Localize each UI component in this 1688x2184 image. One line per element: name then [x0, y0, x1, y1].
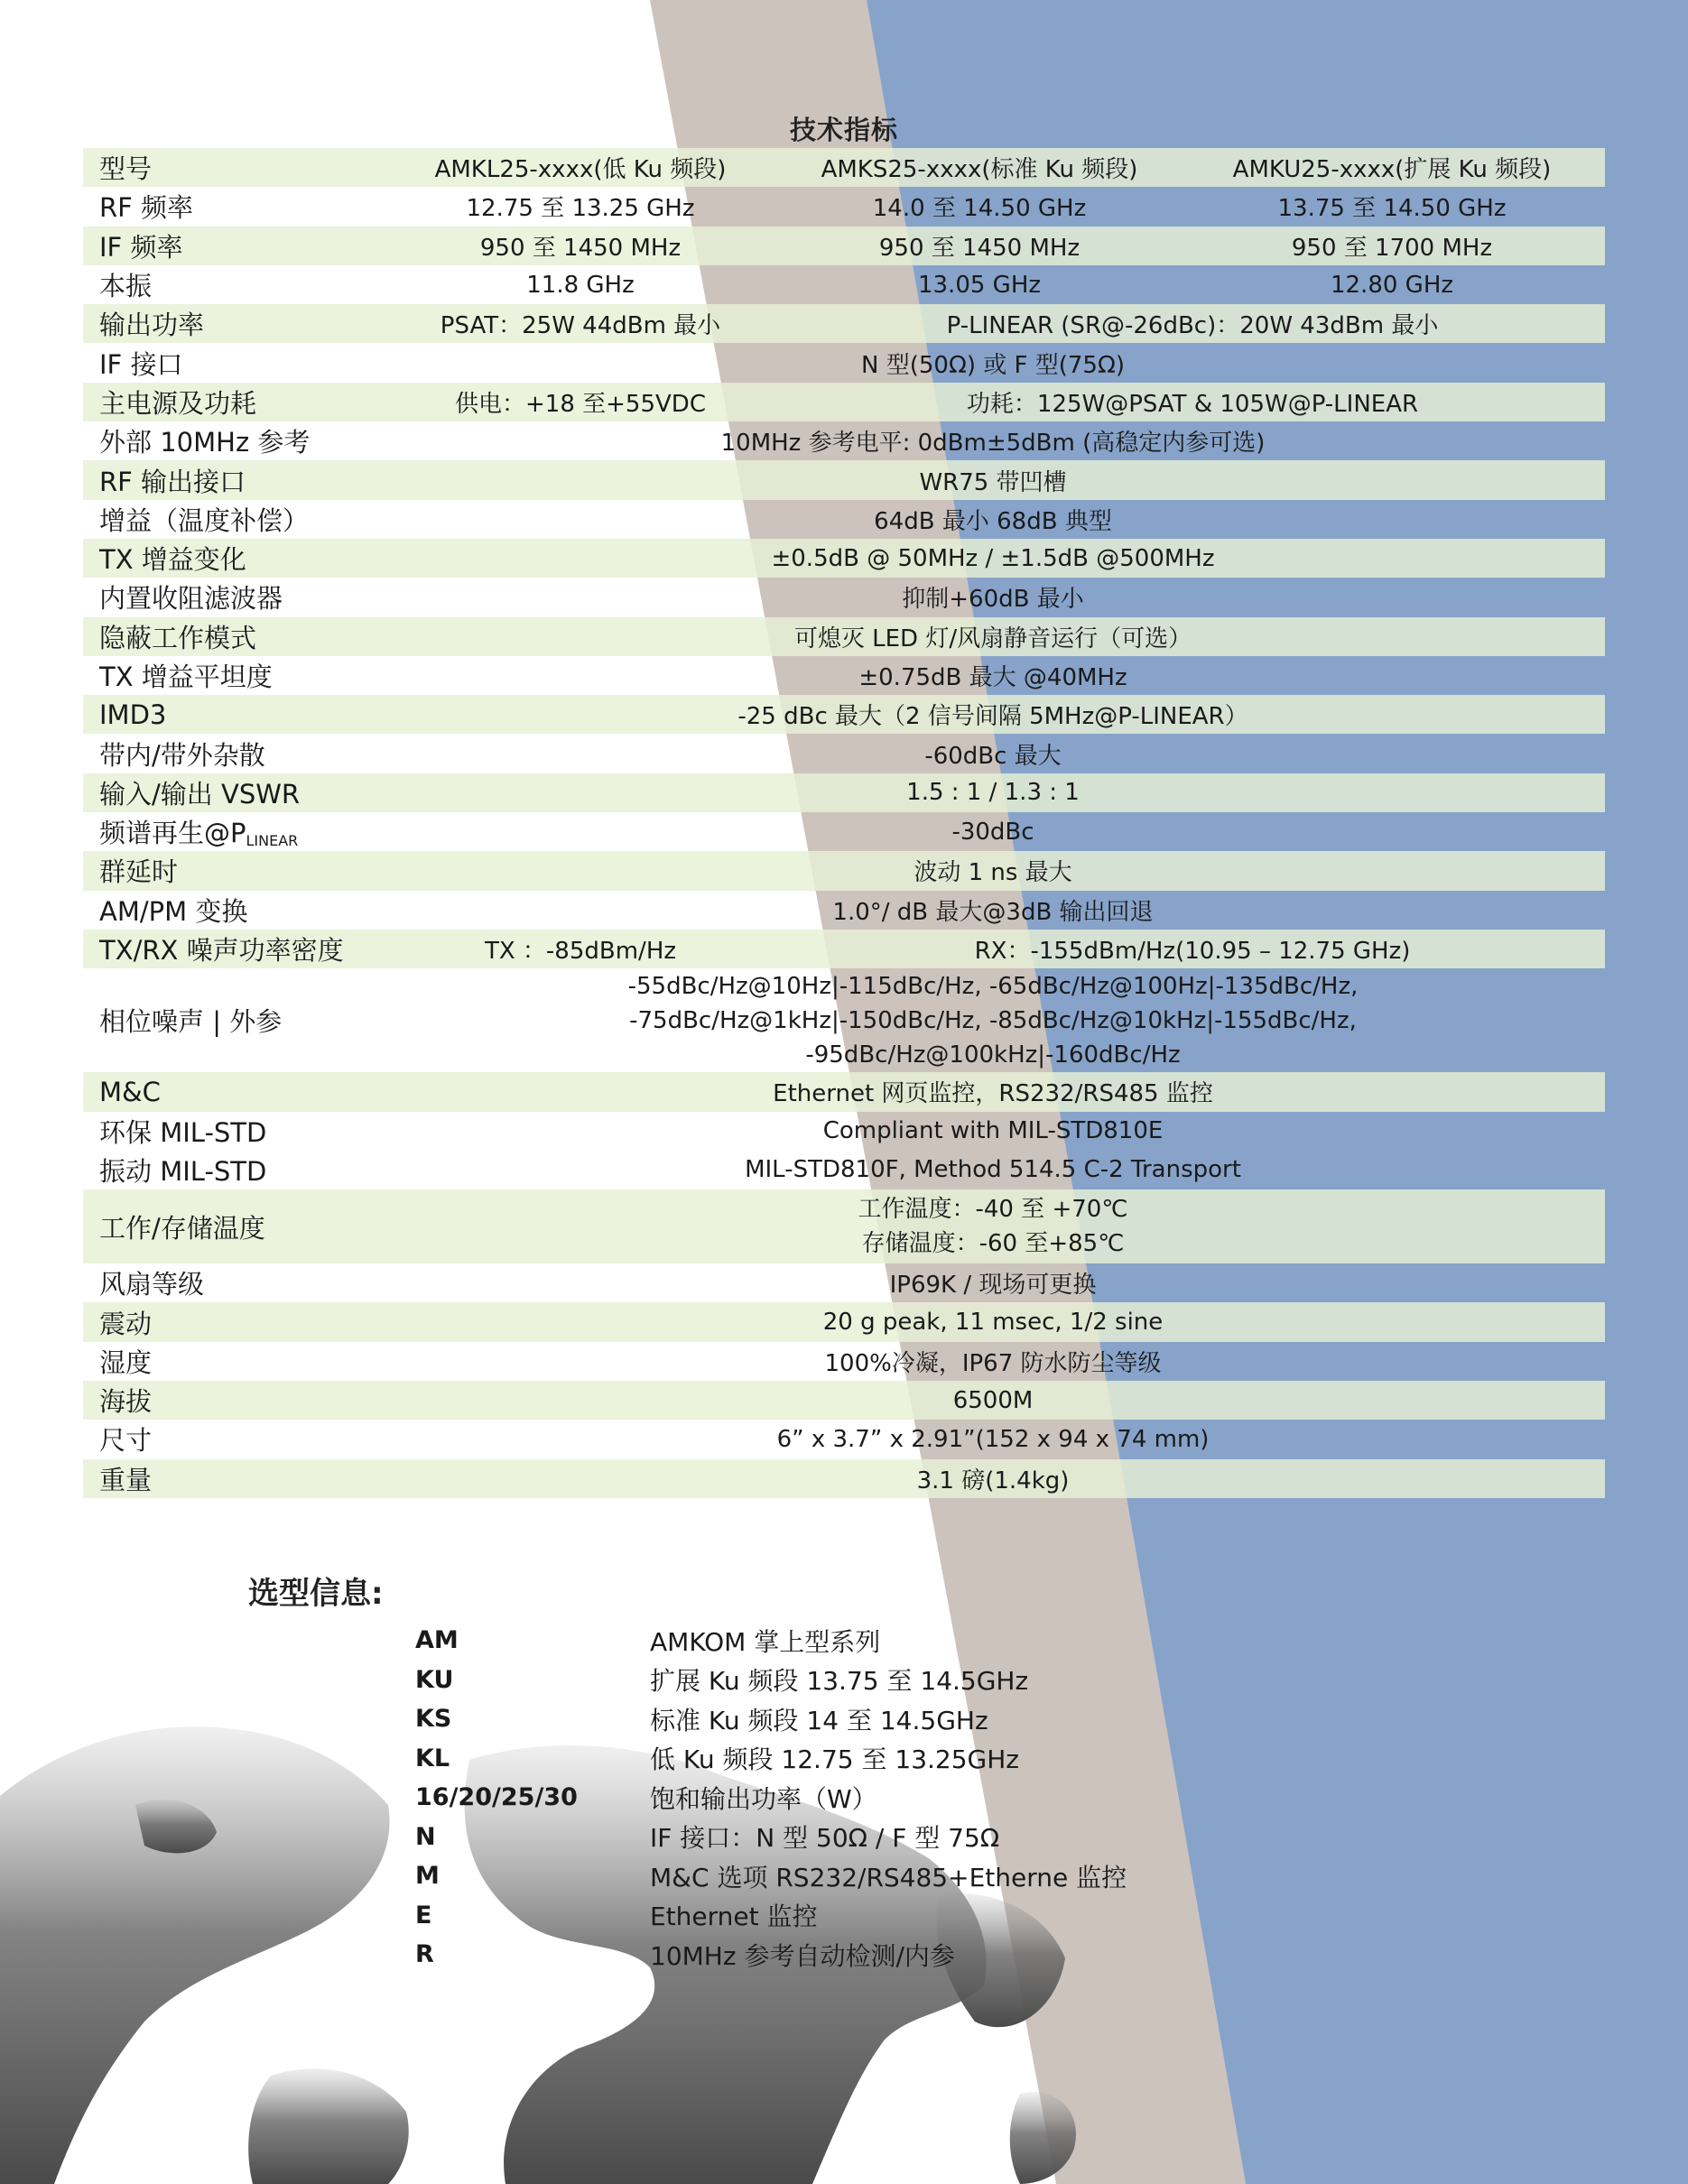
row-label: 重量 [83, 1459, 381, 1498]
page-title: 技术指标 [789, 115, 898, 145]
list-item [415, 1896, 1127, 1936]
cell-value: 供电：+18 至+55VDC [381, 383, 780, 421]
table-row-tx-gain-var [83, 539, 1605, 578]
spec-table [83, 148, 1605, 1498]
cell-value: P-LINEAR (SR@-26dBc)：20W 43dBm 最小 [780, 304, 1605, 343]
cell-value: 13.05 GHz [917, 271, 1042, 299]
row-label: 海拔 [83, 1381, 381, 1420]
cell-value [381, 968, 1605, 1072]
row-label: 本振 [99, 271, 153, 302]
list-item [415, 1856, 1127, 1896]
cell-value: ±0.5dB @ 50MHz / ±1.5dB @500MHz [381, 539, 1605, 578]
list-item [415, 1621, 1127, 1661]
cell-value: 波动 1 ns 最大 [381, 851, 1605, 890]
row-label: 带内/带外杂散 [99, 739, 265, 771]
row-label: 内置收阻滤波器 [99, 583, 283, 615]
table-row-shock [83, 1302, 1605, 1341]
list-item [415, 1778, 1127, 1818]
cell-value: -30dBc [951, 818, 1034, 846]
cell-value: 1.0°/ dB 最大@3dB 输出回退 [832, 898, 1154, 926]
table-row-altitude [83, 1381, 1605, 1420]
table-row-imd3 [83, 695, 1605, 734]
cell-value: TX ：-85dBm/Hz [381, 930, 780, 968]
cell-value: 可熄灭 LED 灯/风扇静音运行（可选） [381, 617, 1605, 656]
row-label: 型号 [83, 148, 381, 187]
cell-value: 100%冷凝，IP67 防水防尘等级 [824, 1349, 1162, 1377]
cell-value: 20 g peak, 11 msec, 1/2 sine [381, 1302, 1605, 1341]
cell-value: RX：-155dBm/Hz(10.95 – 12.75 GHz) [780, 930, 1605, 968]
row-label: 尺寸 [99, 1425, 153, 1457]
row-label: RF 频率 [99, 192, 194, 224]
model-low-ku: AMKL25-xxxx(低 Ku 频段) [381, 148, 780, 187]
row-label: 相位噪声 | 外参 [99, 1006, 283, 1038]
option-code: KU [415, 1665, 454, 1694]
table-row-if-freq [83, 227, 1605, 265]
table-row-vswr [83, 773, 1605, 812]
row-label: TX/RX 噪声功率密度 [83, 930, 381, 968]
selection-list [415, 1621, 1127, 1975]
option-code: N [415, 1822, 436, 1851]
row-label: 群延时 [83, 851, 381, 890]
table-row-model [83, 148, 1605, 187]
table-row-gain [83, 500, 1605, 539]
selection-title: 选型信息: [248, 1576, 384, 1612]
table-row-humidity [83, 1342, 1605, 1381]
cell-value: 3.1 磅(1.4kg) [381, 1459, 1605, 1498]
row-label: 增益（温度补偿） [99, 504, 310, 536]
cell-value: 抑制+60dB 最小 [902, 586, 1084, 614]
row-label: AM/PM 变换 [99, 895, 248, 927]
option-code: KS [415, 1705, 452, 1734]
table-row-fan [83, 1263, 1605, 1302]
table-row-temp [83, 1189, 1605, 1263]
cell-value: 950 至 1700 MHz [1179, 227, 1605, 265]
list-item [415, 1818, 1127, 1857]
option-desc: Ethernet 监控 [650, 1902, 818, 1932]
row-label: RF 输出接口 [83, 460, 381, 499]
cell-value: -60dBc 最大 [924, 742, 1062, 770]
table-row-ext-ref [83, 421, 1605, 460]
option-desc: M&C 选项 RS232/RS485+Etherne 监控 [650, 1862, 1127, 1892]
table-row-rf-out [83, 460, 1605, 499]
table-row-ampm [83, 891, 1605, 930]
table-row-rf-freq [83, 187, 1605, 226]
table-row-env [83, 1112, 1605, 1151]
cell-value: -25 dBc 最大（2 信号间隔 5MHz@P-LINEAR） [381, 695, 1605, 734]
cell-value: 1.5 : 1 / 1.3 : 1 [381, 773, 1605, 812]
option-desc: 低 Ku 频段 12.75 至 13.25GHz [650, 1744, 1019, 1775]
phase-noise-line: -55dBc/Hz@10Hz|-115dBc/Hz, -65dBc/Hz@100Hz|-135dBc/Hz, [627, 972, 1359, 1000]
temp-line: 工作温度：-40 至 +70℃ [858, 1196, 1128, 1224]
table-row-phase-noise [83, 968, 1605, 1072]
option-desc: 扩展 Ku 频段 13.75 至 14.5GHz [650, 1666, 1029, 1697]
cell-value: 950 至 1450 MHz [381, 227, 780, 265]
row-label [83, 812, 381, 851]
cell-value: ±0.75dB 最大 @40MHz [858, 664, 1127, 691]
row-label: 外部 10MHz 参考 [99, 427, 311, 458]
table-row-flatness [83, 656, 1605, 695]
row-label: IF 接口 [99, 348, 183, 380]
option-desc: 标准 Ku 频段 14 至 14.5GHz [650, 1705, 988, 1735]
cell-value: 13.75 至 14.50 GHz [1277, 195, 1507, 223]
table-row-output-power [83, 304, 1605, 343]
table-row-vibration [83, 1151, 1605, 1189]
option-code: KL [415, 1744, 450, 1772]
table-row-size [83, 1420, 1605, 1458]
cell-value: 12.80 GHz [1330, 271, 1454, 299]
option-desc: AMKOM 掌上型系列 [650, 1626, 881, 1657]
table-row-rx-filter [83, 578, 1605, 616]
cell-value: WR75 带凹槽 [381, 460, 1605, 499]
cell-value: 12.75 至 13.25 GHz [466, 195, 695, 223]
option-code: M [415, 1862, 440, 1891]
option-code: E [415, 1901, 432, 1930]
cell-value [381, 1189, 1605, 1263]
row-label: 环保 MIL-STD [99, 1116, 267, 1148]
option-code: R [415, 1940, 434, 1969]
phase-noise-line: -75dBc/Hz@1kHz|-150dBc/Hz, -85dBc/Hz@10kHz|-155dBc/Hz, [629, 1006, 1357, 1034]
cell-value: 10MHz 参考电平: 0dBm±5dBm (高稳定内参可选) [720, 430, 1266, 458]
table-row-spurious [83, 734, 1605, 773]
list-item [415, 1699, 1127, 1739]
label-subscript: LINEAR [246, 832, 299, 850]
option-desc: 10MHz 参考自动检测/内参 [650, 1940, 955, 1971]
label-main: 频谱再生@P [99, 818, 246, 849]
model-std-ku: AMKS25-xxxx(标准 Ku 频段) [780, 148, 1179, 187]
phase-noise-line: -95dBc/Hz@100kHz|-160dBc/Hz [805, 1041, 1181, 1069]
cell-value: 11.8 GHz [526, 271, 635, 299]
row-label: 工作/存储温度 [83, 1189, 381, 1263]
row-label: IF 频率 [83, 227, 381, 265]
cell-value: 14.0 至 14.50 GHz [872, 195, 1087, 223]
table-row-noise-density [83, 930, 1605, 968]
option-code: AM [415, 1626, 459, 1655]
row-label: 振动 MIL-STD [99, 1155, 267, 1187]
row-label: 主电源及功耗 [83, 383, 381, 421]
cell-value: Compliant with MIL-STD810E [822, 1117, 1164, 1145]
row-label: TX 增益平坦度 [99, 662, 273, 692]
option-desc: IF 接口：N 型 50Ω / F 型 75Ω [650, 1823, 1000, 1854]
row-label: IMD3 [83, 695, 381, 734]
table-row-mc [83, 1072, 1605, 1111]
list-item [415, 1935, 1127, 1975]
row-label: 风扇等级 [99, 1269, 205, 1300]
cell-value: 功耗：125W@PSAT & 105W@P-LINEAR [780, 383, 1605, 421]
temp-line: 存储温度：-60 至+85℃ [861, 1230, 1125, 1258]
cell-value: MIL-STD810F, Method 514.5 C-2 Transport [745, 1156, 1241, 1184]
row-label: TX 增益变化 [83, 539, 381, 578]
table-row-weight [83, 1459, 1605, 1498]
table-row-power [83, 383, 1605, 421]
cell-value: 64dB 最小 68dB 典型 [874, 507, 1112, 535]
row-label: 输入/输出 VSWR [83, 773, 381, 812]
cell-value: N 型(50Ω) 或 F 型(75Ω) [861, 351, 1125, 379]
cell-value: IP69K / 现场可更换 [889, 1272, 1097, 1300]
table-row-lo [83, 265, 1605, 304]
option-code: 16/20/25/30 [415, 1783, 578, 1812]
row-label: 输出功率 [83, 304, 381, 343]
table-row-regrowth [83, 812, 1605, 851]
row-label: 湿度 [99, 1346, 153, 1378]
list-item [415, 1739, 1127, 1779]
cell-value: Ethernet 网页监控，RS232/RS485 监控 [381, 1072, 1605, 1111]
row-label: 隐蔽工作模式 [83, 617, 381, 656]
list-item [415, 1661, 1127, 1700]
cell-value: 6500M [381, 1381, 1605, 1420]
cell-value: PSAT：25W 44dBm 最小 [381, 304, 780, 343]
cell-value: 6” x 3.7” x 2.91”(152 x 94 x 74 mm) [776, 1425, 1210, 1453]
cell-value: 950 至 1450 MHz [780, 227, 1179, 265]
row-label: 震动 [83, 1302, 381, 1341]
table-row-stealth [83, 617, 1605, 656]
table-row-if-port [83, 343, 1605, 382]
row-label: M&C [83, 1072, 381, 1111]
model-ext-ku: AMKU25-xxxx(扩展 Ku 频段) [1179, 148, 1605, 187]
option-desc: 饱和输出功率（W） [650, 1783, 877, 1814]
table-row-group-delay [83, 851, 1605, 890]
